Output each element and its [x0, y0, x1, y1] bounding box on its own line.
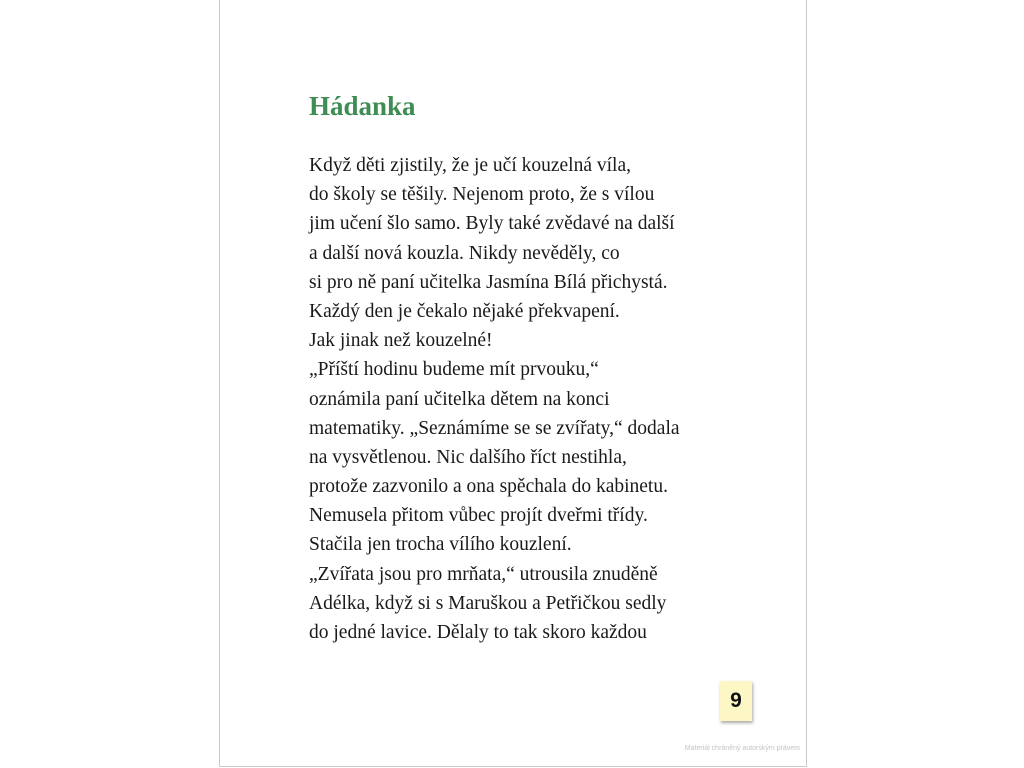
text-line: jim učení šlo samo. Byly také zvědavé na další	[309, 213, 675, 235]
body-text	[309, 151, 789, 647]
page-number-label: 9	[720, 681, 752, 721]
text-line: Každý den je čekalo nějaké překvapení.	[309, 300, 620, 322]
text-line: Nemusela přitom vůbec projít dveřmi třídy.	[309, 505, 648, 527]
copyright-notice: Materiál chráněný autorským právem	[684, 745, 800, 752]
book-page	[219, 0, 807, 767]
text-line: do jedné lavice. Dělaly to tak skoro každou	[309, 622, 647, 643]
text-line: Adélka, když si s Maruškou a Petřičkou sedly	[309, 592, 667, 614]
text-line: si pro ně paní učitelka Jasmína Bílá přichystá.	[309, 271, 668, 293]
text-line: matematiky. „Seznámíme se se zvířaty,“ dodala	[309, 417, 680, 439]
text-line: na vysvětlenou. Nic dalšího říct nestihla,	[309, 446, 627, 468]
text-line: oznámila paní učitelka dětem na konci	[309, 388, 610, 410]
text-line: a další nová kouzla. Nikdy nevěděly, co	[309, 242, 620, 264]
text-line: „Zvířata jsou pro mrňata,“ utrousila znuděně	[309, 563, 658, 585]
chapter-title: Hádanka	[309, 91, 416, 121]
text-line: Když děti zjistily, že je učí kouzelná víla,	[309, 155, 631, 176]
text-line: protože zazvonilo a ona spěchala do kabinetu.	[309, 476, 668, 498]
text-line: Stačila jen trocha vílího kouzlení.	[309, 534, 572, 556]
text-line: do školy se těšily. Nejenom proto, že s vílou	[309, 184, 655, 206]
text-line: „Příští hodinu budeme mít prvouku,“	[309, 359, 599, 381]
text-line: Jak jinak než kouzelné!	[309, 330, 493, 352]
